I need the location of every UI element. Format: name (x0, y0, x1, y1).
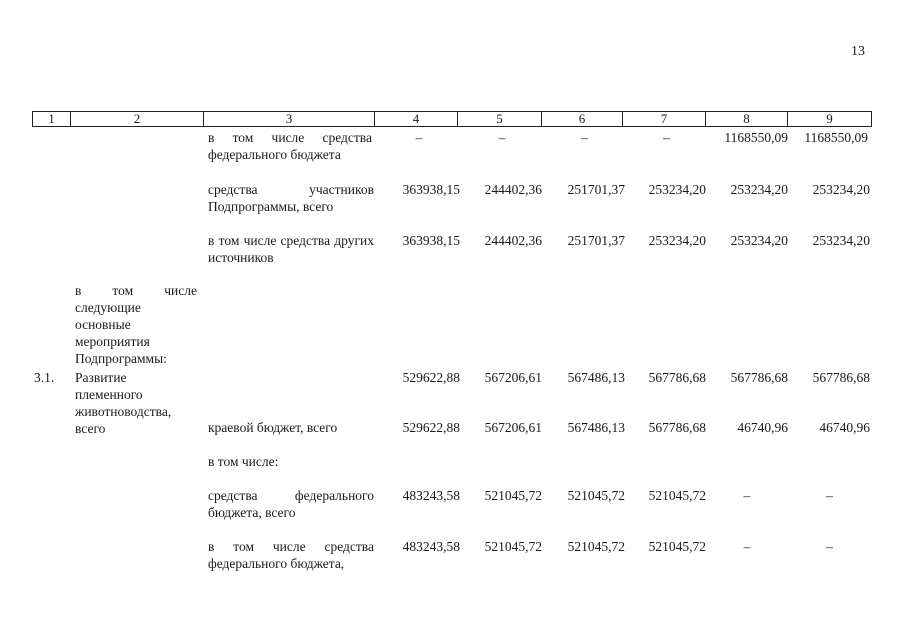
row-9-col-8: – (743, 539, 751, 554)
column-header-5: 5 (458, 112, 542, 126)
column-header-4: 4 (375, 112, 458, 126)
row-9-col-4: 483243,58 (402, 539, 460, 554)
row-8-col-9: – (826, 488, 833, 503)
row-8-col-8: – (743, 488, 751, 503)
row-8-col-5: 521045,72 (484, 488, 542, 503)
row-1-col-6: – (581, 130, 588, 145)
row-8-col-7: 521045,72 (648, 488, 706, 503)
row-1-col-4: – (415, 130, 423, 145)
row-5-col-7: 567786,68 (648, 370, 706, 385)
row-5-col-4: 529622,88 (402, 370, 460, 385)
row-9-col-9: – (826, 539, 833, 554)
column-header-2: 2 (71, 112, 204, 126)
table-header-row (32, 111, 872, 127)
column-header-1: 1 (33, 112, 71, 126)
row-5-number: 3.1. (34, 370, 55, 385)
row-5-col-9: 567786,68 (812, 370, 870, 385)
row-1-col-7: – (663, 130, 670, 145)
column-header-8: 8 (706, 112, 788, 126)
row-1-source: в том числе средства федерального бюджета (208, 130, 372, 162)
row-2-col-5: 244402,36 (484, 182, 542, 197)
row-2-col-4: 363938,15 (402, 182, 460, 197)
row-2-col-8: 253234,20 (730, 182, 788, 197)
row-5-col-6: 567486,13 (567, 370, 625, 385)
column-header-9: 9 (826, 111, 833, 126)
row-2-col-9: 253234,20 (812, 182, 870, 197)
row-6-col-6: 567486,13 (567, 420, 625, 435)
row-5-col-5: 567206,61 (484, 370, 542, 385)
row-8-col-6: 521045,72 (567, 488, 625, 503)
column-header-6: 6 (542, 112, 623, 126)
row-3-col-4: 363938,15 (402, 233, 460, 248)
row-3-col-5: 244402,36 (484, 233, 542, 248)
row-6-col-9: 46740,96 (819, 420, 870, 435)
row-7-source: в том числе: (208, 454, 279, 469)
row-2-col-6: 251701,37 (567, 182, 625, 197)
row-8-col-4: 483243,58 (402, 488, 460, 503)
column-header-7: 7 (623, 112, 706, 126)
row-3-col-8: 253234,20 (730, 233, 788, 248)
row-5-col-8: 567786,68 (730, 370, 788, 385)
row-5-activity: Развитие племенного животноводства, всего (75, 370, 172, 436)
row-6-source: краевой бюджет, всего (208, 420, 338, 435)
row-1-col-8: 1168550,09 (724, 130, 788, 145)
row-3-col-7: 253234,20 (648, 233, 706, 248)
row-8-source: средства федерального бюджета, всего (208, 488, 374, 520)
row-3-source: в том числе средства других источников (208, 233, 374, 265)
row-6-col-5: 567206,61 (484, 420, 542, 435)
row-9-col-5: 521045,72 (484, 539, 542, 554)
row-9-source: в том числе средства федерального бюджета, (208, 539, 374, 571)
row-6-col-4: 529622,88 (402, 420, 460, 435)
row-1-col-9: 1168550,09 (804, 130, 868, 145)
page-number: 13 (851, 44, 865, 59)
row-3-col-6: 251701,37 (567, 233, 625, 248)
row-4-activity: в том числе следующие основные мероприятия Подпрограммы: (75, 283, 197, 366)
row-9-col-6: 521045,72 (567, 539, 625, 554)
row-9-col-7: 521045,72 (648, 539, 706, 554)
row-1-col-5: – (498, 130, 506, 145)
row-6-col-7: 567786,68 (648, 420, 706, 435)
row-6-col-8: 46740,96 (737, 420, 788, 435)
row-2-col-7: 253234,20 (648, 182, 706, 197)
row-2-source: средства участников Подпрограммы, всего (208, 182, 374, 214)
row-3-col-9: 253234,20 (812, 233, 870, 248)
column-header-3: 3 (204, 112, 375, 126)
